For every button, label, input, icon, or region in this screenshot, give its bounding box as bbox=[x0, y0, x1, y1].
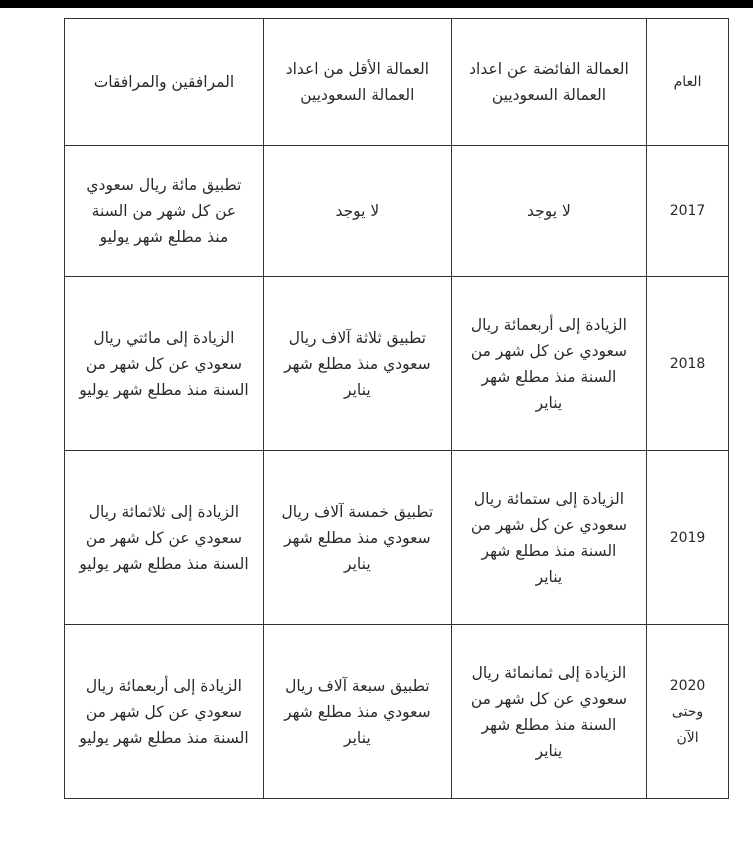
cell-excess: الزيادة إلى ثمانمائة ريال سعودي عن كل شهر من السنة منذ مطلع شهر يناير bbox=[451, 625, 646, 799]
cell-year: 2018 bbox=[647, 277, 729, 451]
table-header-row bbox=[65, 19, 729, 146]
cell-less: تطبيق ثلاثة آلاف ريال سعودي منذ مطلع شهر يناير bbox=[263, 277, 451, 451]
table-row bbox=[65, 146, 729, 277]
header-companions: المرافقين والمرافقات bbox=[65, 19, 264, 146]
cell-year: 2017 bbox=[647, 146, 729, 277]
cell-excess: الزيادة إلى ستمائة ريال سعودي عن كل شهر من السنة منذ مطلع شهر يناير bbox=[451, 451, 646, 625]
cell-year: 2020 وحتى الآن bbox=[647, 625, 729, 799]
cell-excess: لا يوجد bbox=[451, 146, 646, 277]
cell-companions: الزيادة إلى أربعمائة ريال سعودي عن كل شهر من السنة منذ مطلع شهر يوليو bbox=[65, 625, 264, 799]
header-year: العام bbox=[647, 19, 729, 146]
cell-less: تطبيق سبعة آلاف ريال سعودي منذ مطلع شهر يناير bbox=[263, 625, 451, 799]
cell-companions: تطبيق مائة ريال سعودي عن كل شهر من السنة منذ مطلع شهر يوليو bbox=[65, 146, 264, 277]
table-row bbox=[65, 625, 729, 799]
expat-fees-table bbox=[64, 18, 729, 799]
header-excess-workers: العمالة الفائضة عن اعداد العمالة السعوديين bbox=[451, 19, 646, 146]
table-row bbox=[65, 451, 729, 625]
document-page bbox=[0, 8, 753, 850]
cell-less: تطبيق خمسة آلاف ريال سعودي منذ مطلع شهر يناير bbox=[263, 451, 451, 625]
cell-companions: الزيادة إلى مائتي ريال سعودي عن كل شهر من السنة منذ مطلع شهر يوليو bbox=[65, 277, 264, 451]
fees-table-container bbox=[64, 18, 729, 799]
cell-year: 2019 bbox=[647, 451, 729, 625]
header-less-workers: العمالة الأقل من اعداد العمالة السعوديين bbox=[263, 19, 451, 146]
table-row bbox=[65, 277, 729, 451]
cell-excess: الزيادة إلى أربعمائة ريال سعودي عن كل شهر من السنة منذ مطلع شهر يناير bbox=[451, 277, 646, 451]
cell-less: لا يوجد bbox=[263, 146, 451, 277]
cell-companions: الزيادة إلى ثلاثمائة ريال سعودي عن كل شهر من السنة منذ مطلع شهر يوليو bbox=[65, 451, 264, 625]
